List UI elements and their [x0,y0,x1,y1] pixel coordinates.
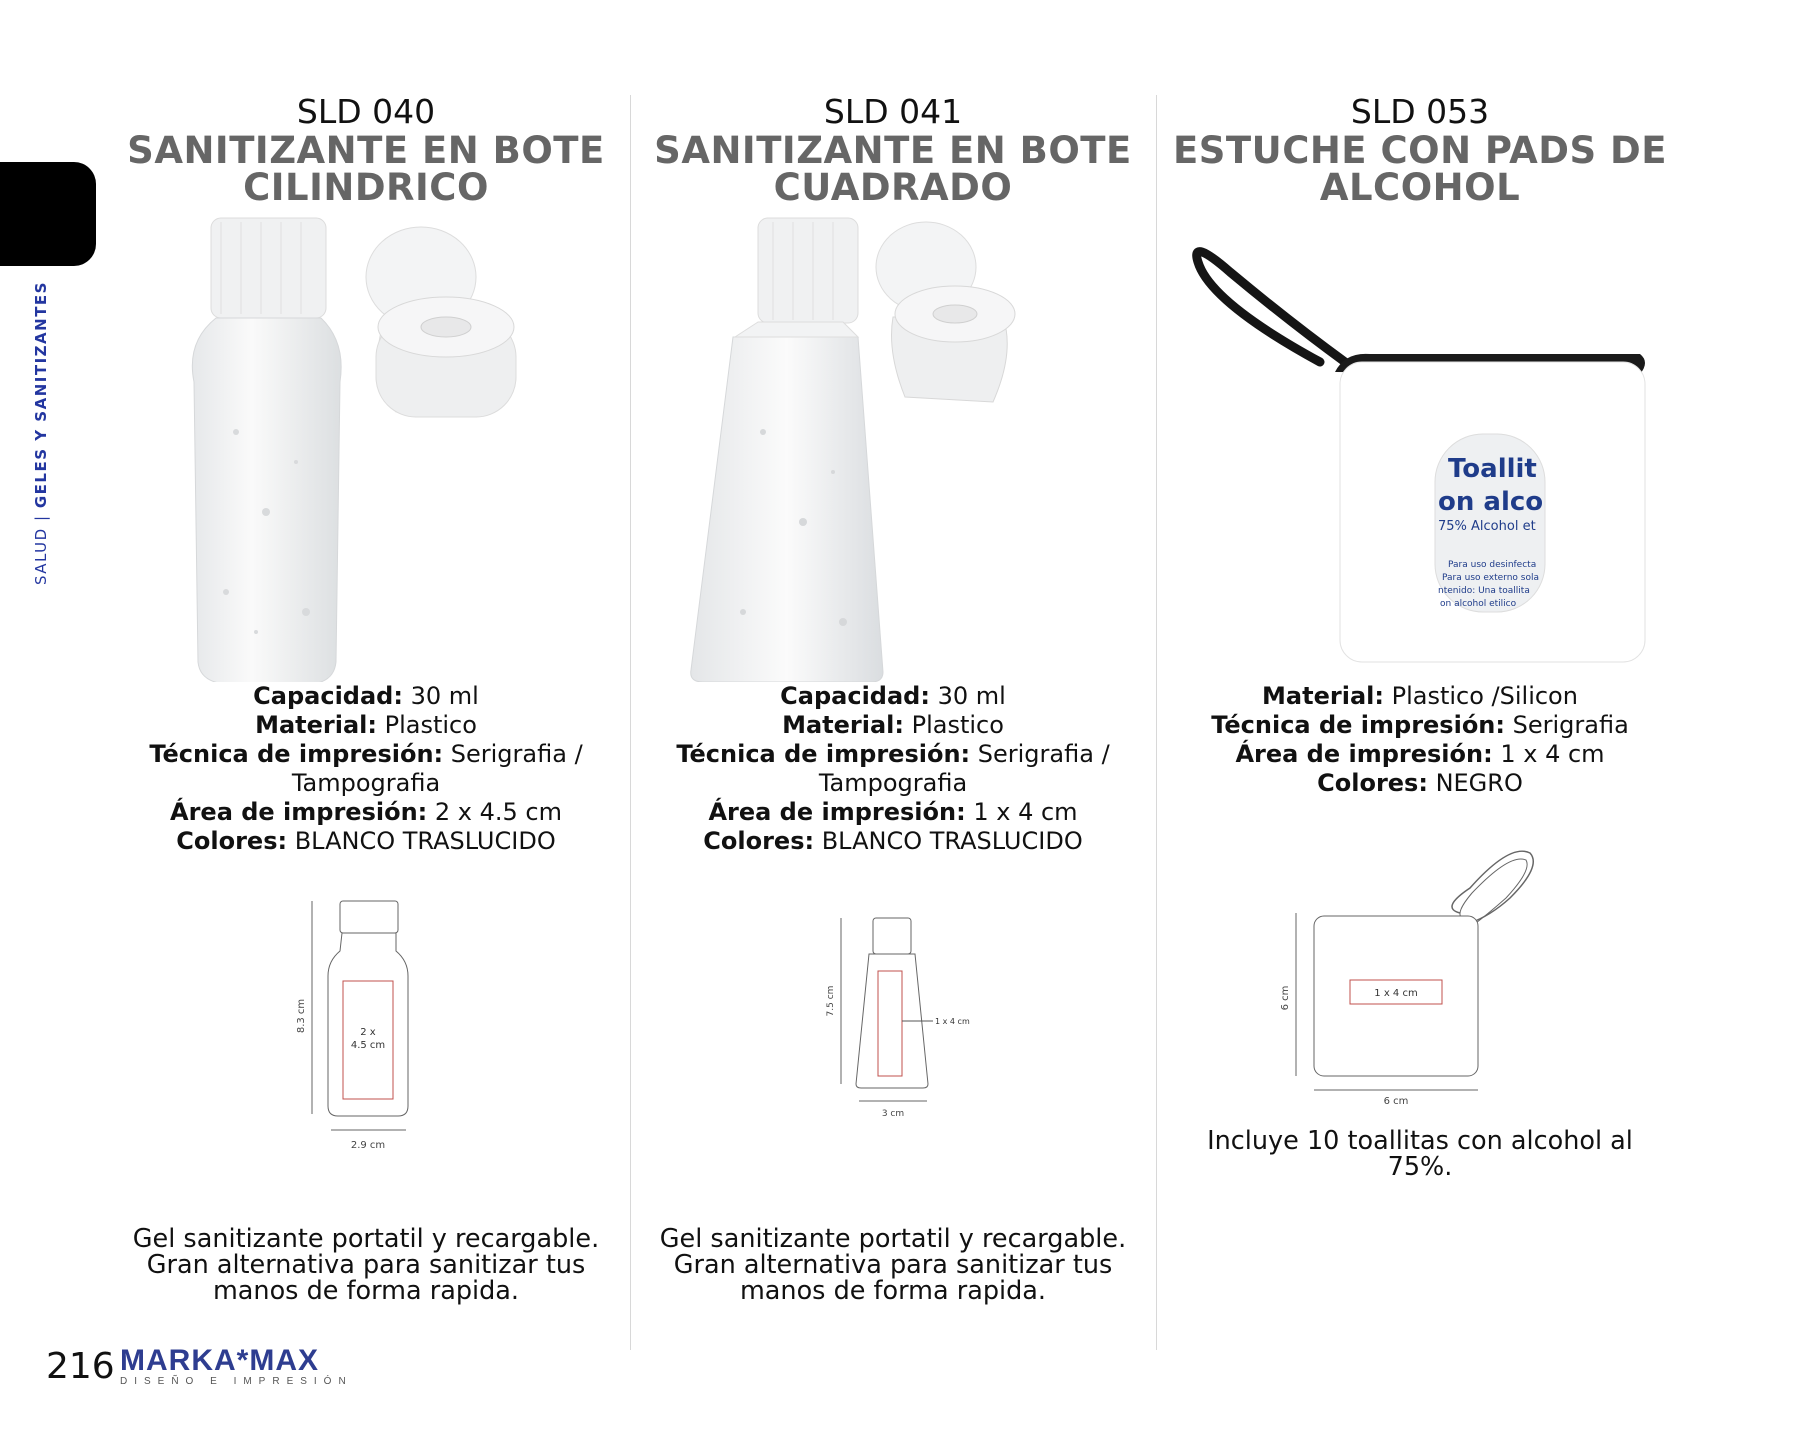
section-separator: | [32,514,50,522]
spec-row: Capacidad: 30 ml [780,682,1006,710]
dimension-drawing [643,896,1143,1226]
spec-row: Área de impresión: 2 x 4.5 cm [170,798,562,826]
product-photo [1170,212,1670,682]
print-area-label: 2 x [360,1027,376,1038]
category-name: GELES Y SANITIZANTES [32,281,50,509]
product-code: SLD 040 [296,92,436,131]
product-photo [116,212,616,682]
dimension-drawing [1170,838,1670,1128]
spec-row: Material: Plastico [782,711,1004,739]
print-area-label: 1 x 4 cm [1374,988,1418,999]
product-code: SLD 041 [823,92,963,131]
wipe-label-text: Toallit [1448,454,1537,484]
wipe-label-text: ntenido: Una toallita [1438,586,1530,596]
product-specs [116,682,616,856]
print-area-label: 1 x 4 cm [935,1017,970,1026]
spec-row: Colores: NEGRO [1317,769,1523,797]
product-description: Gel sanitizante portatil y recargable. Gran alternativa para sanitizar tus manos de forma rapida. [132,1224,600,1306]
wipe-label-text: 75% Alcohol et [1438,519,1536,534]
spec-row: Colores: BLANCO TRASLUCIDO [703,827,1083,855]
column-divider [1156,95,1157,1350]
spec-row: Material: Plastico [255,711,477,739]
product-sld041 [643,92,1143,1304]
spec-row: Técnica de impresión: Serigrafia / Tampografia [676,740,1110,797]
product-sld053 [1170,92,1670,1180]
product-photo [643,212,1143,682]
wipe-label-text: on alcohol etilico [1440,599,1517,609]
spec-row: Área de impresión: 1 x 4 cm [708,798,1078,826]
spec-row: Capacidad: 30 ml [253,682,479,710]
width-dimension: 3 cm [881,1109,905,1119]
height-dimension: 8.3 cm [296,998,307,1034]
height-dimension: 6 cm [1280,985,1291,1011]
wipe-label-text: Para uso desinfecta [1448,560,1537,570]
spec-row: Técnica de impresión: Serigrafia / Tampografia [149,740,583,797]
product-specs [1170,682,1670,798]
column-divider [630,95,631,1350]
print-area-label: 4.5 cm [350,1040,386,1051]
wipe-label-text: on alco [1438,487,1544,517]
dimension-drawing [116,896,616,1226]
product-description: Gel sanitizante portatil y recargable. Gran alternativa para sanitizar tus manos de forma rapida. [659,1224,1127,1306]
product-sld040 [116,92,616,1304]
spec-row: Técnica de impresión: Serigrafia [1211,711,1629,739]
height-dimension: 7.5 cm [826,985,836,1017]
brand-logo [120,1346,353,1388]
brand-name: MARKA*MAX [120,1344,319,1377]
product-name: ESTUCHE CON PADS DE ALCOHOL [1172,132,1668,206]
spec-row: Área de impresión: 1 x 4 cm [1235,740,1605,768]
wipe-label-text: Para uso externo sola [1442,573,1539,583]
spec-row: Material: Plastico /Silicon [1262,682,1578,710]
product-name: SANITIZANTE EN BOTE CUADRADO [654,132,1132,206]
product-code: SLD 053 [1350,92,1490,131]
width-dimension: 6 cm [1383,1096,1409,1107]
width-dimension: 2.9 cm [350,1140,386,1151]
section-name: SALUD [32,527,50,585]
spec-row: Colores: BLANCO TRASLUCIDO [176,827,556,855]
product-name: SANITIZANTE EN BOTE CILINDRICO [127,132,605,206]
brand-tagline: DISEÑO E IMPRESIÓN [120,1376,353,1387]
section-label [32,281,50,585]
product-specs [643,682,1143,856]
page-number: 216 [46,1346,115,1387]
section-tab [0,162,96,266]
product-description: Incluye 10 toallitas con alcohol al 75%. [1207,1126,1633,1182]
